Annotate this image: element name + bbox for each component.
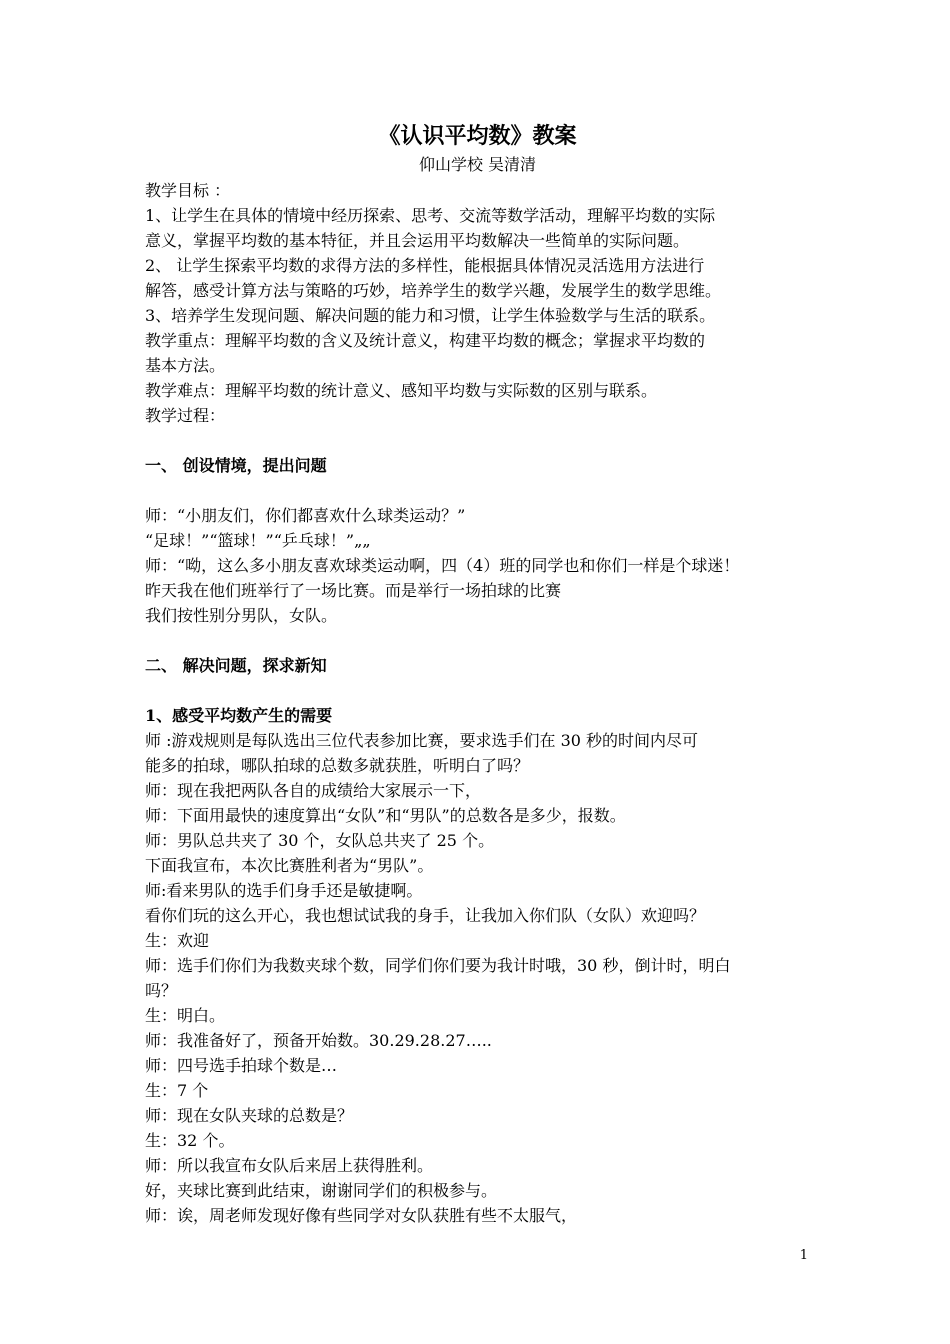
- page-number: 1: [799, 1248, 808, 1263]
- body-line: 教学难点：理解平均数的统计意义、感知平均数与实际数的区别与联系。: [145, 381, 658, 400]
- body-line: 生：32 个。: [145, 1131, 235, 1150]
- body-line: 师:看来男队的选手们身手还是敏捷啊。: [145, 881, 423, 900]
- document-author: 仰山学校 吴清清: [418, 155, 537, 174]
- document-body: [145, 178, 810, 1228]
- section-heading: 二、 解决问题，探求新知: [145, 656, 327, 675]
- body-line: 看你们玩的这么开心，我也想试试我的身手，让我加入你们队（女队）欢迎吗？: [145, 906, 706, 925]
- body-line: [145, 678, 810, 703]
- body-line: 意义，掌握平均数的基本特征，并且会运用平均数解决一些简单的实际问题。: [145, 231, 690, 250]
- body-line: 生：7 个: [145, 1081, 209, 1100]
- body-line: 教学过程：: [145, 406, 226, 425]
- body-line: 能多的拍球，哪队拍球的总数多就获胜，听明白了吗？: [145, 756, 530, 775]
- section-heading: 1、感受平均数产生的需要: [145, 706, 333, 725]
- body-line: [145, 428, 810, 453]
- body-line: 师：诶，周老师发现好像有些同学对女队获胜有些不太服气，: [145, 1206, 578, 1225]
- body-line: 教学重点：理解平均数的含义及统计意义，构建平均数的概念；掌握求平均数的: [145, 331, 706, 350]
- document-page: [145, 120, 810, 1228]
- body-line: 师：我准备好了，预备开始数。30.29.28.27…..: [145, 1031, 492, 1050]
- body-line: 师：“呦，这么多小朋友喜欢球类运动啊，四（4）班的同学也和你们一样是个球迷！: [145, 556, 740, 575]
- body-line: 师 :游戏规则是每队选出三位代表参加比赛，要求选手们在 30 秒的时间内尽可: [145, 731, 699, 750]
- body-line: 师：四号选手拍球个数是…: [145, 1056, 338, 1075]
- body-line: 生：明白。: [145, 1006, 226, 1025]
- body-line: 1、让学生在具体的情境中经历探索、思考、交流等数学活动，理解平均数的实际: [145, 206, 716, 225]
- body-line: [145, 478, 810, 503]
- body-line: 3、培养学生发现问题、解决问题的能力和习惯，让学生体验数学与生活的联系。: [145, 306, 716, 325]
- body-line: 教学目标 ：: [145, 181, 231, 200]
- body-line: 我们按性别分男队，女队。: [145, 606, 338, 625]
- body-line: “足球！”“篮球！”“乒乓球！”„„: [145, 531, 371, 550]
- body-line: 好，夹球比赛到此结束，谢谢同学们的积极参与。: [145, 1181, 498, 1200]
- document-title: 《认识平均数》教案: [378, 123, 577, 149]
- body-line: 师：所以我宣布女队后来居上获得胜利。: [145, 1156, 434, 1175]
- body-line: 解答，感受计算方法与策略的巧妙，培养学生的数学兴趣，发展学生的数学思维。: [145, 281, 722, 300]
- body-line: 师：下面用最快的速度算出“女队”和“男队”的总数各是多少，报数。: [145, 806, 626, 825]
- body-line: 师：男队总共夹了 30 个，女队总共夹了 25 个。: [145, 831, 495, 850]
- body-line: 师：“小朋友们，你们都喜欢什么球类运动？”: [145, 506, 466, 525]
- body-line: 2、 让学生探索平均数的求得方法的多样性，能根据具体情况灵活选用方法进行: [145, 256, 705, 275]
- body-line: 师：选手们你们为我数夹球个数，同学们你们要为我计时哦，30 秒，倒计时，明白: [145, 956, 731, 975]
- body-line: 吗？: [145, 981, 178, 1000]
- body-line: 下面我宣布，本次比赛胜利者为“男队”。: [145, 856, 434, 875]
- section-heading: 一、 创设情境，提出问题: [145, 456, 327, 475]
- body-line: 师：现在女队夹球的总数是？: [145, 1106, 354, 1125]
- body-line: [145, 628, 810, 653]
- body-line: 昨天我在他们班举行了一场比赛。而是举行一场拍球的比赛: [145, 581, 562, 600]
- body-line: 师：现在我把两队各自的成绩给大家展示一下，: [145, 781, 482, 800]
- body-line: 基本方法。: [145, 356, 226, 375]
- body-line: 生：欢迎: [145, 931, 210, 950]
